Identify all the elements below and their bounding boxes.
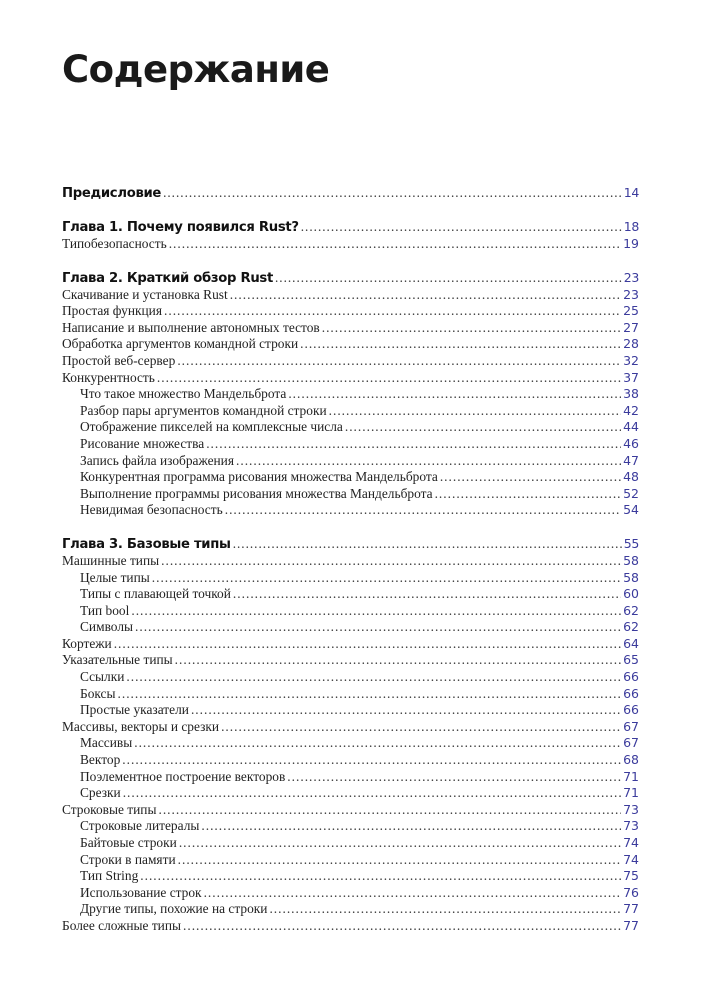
toc-entry-label: Массивы, векторы и срезки <box>62 718 220 734</box>
toc-entry[interactable] <box>62 735 639 752</box>
dot-leader <box>169 236 621 253</box>
dot-leader <box>269 901 621 918</box>
toc-chapter-entry[interactable] <box>62 269 639 287</box>
toc-page-number: 38 <box>623 386 639 402</box>
toc-entry-label: Строковые литералы <box>80 818 200 834</box>
dot-leader <box>152 570 621 587</box>
dot-leader <box>191 702 621 719</box>
toc-entry-label: Поэлементное построение векторов <box>80 768 286 784</box>
toc-page-number: 75 <box>623 868 639 884</box>
toc-entry-label: Ссылки <box>80 669 125 685</box>
toc-entry[interactable] <box>62 320 639 337</box>
toc-page-number: 62 <box>623 602 639 618</box>
toc-entry-label: Написание и выполнение автономных тестов <box>62 319 320 335</box>
toc-page-number: 67 <box>623 735 639 751</box>
toc-page-number: 44 <box>623 419 639 435</box>
toc-page-number: 47 <box>623 452 639 468</box>
toc-page-number: 74 <box>623 851 639 867</box>
dot-leader <box>122 752 621 769</box>
dot-leader <box>233 586 621 603</box>
toc-entry[interactable] <box>62 370 639 387</box>
dot-leader <box>140 868 621 885</box>
dot-leader <box>126 669 621 686</box>
dot-leader <box>118 686 622 703</box>
toc-page-number: 54 <box>623 502 639 518</box>
toc-entry-label: Глава 3. Базовые типы <box>62 536 231 552</box>
dot-leader <box>345 419 621 436</box>
toc-entry-label: Боксы <box>80 685 116 701</box>
toc-entry-label: Что такое множество Мандельброта <box>80 386 287 402</box>
toc-page-number: 68 <box>623 752 639 768</box>
toc-entry-label: Указательные типы <box>62 652 173 668</box>
toc-entry[interactable] <box>62 802 639 819</box>
dot-leader <box>322 320 621 337</box>
toc-page-number: 27 <box>623 319 639 335</box>
toc-page-number: 66 <box>623 685 639 701</box>
toc-entry[interactable] <box>62 303 639 320</box>
toc-page-number: 77 <box>623 917 639 933</box>
toc-entry-label: Обработка аргументов командной строки <box>62 336 299 352</box>
toc-page-number: 32 <box>623 352 639 368</box>
toc-entry[interactable] <box>62 436 639 453</box>
toc-entry[interactable] <box>62 818 639 835</box>
toc-entry-label: Глава 1. Почему появился Rust? <box>62 220 299 235</box>
toc-entry-label: Простой веб-сервер <box>62 352 176 368</box>
toc-page-number: 65 <box>623 652 639 668</box>
dot-leader <box>157 370 621 387</box>
toc-page-number: 28 <box>623 336 639 352</box>
dot-leader <box>329 403 621 420</box>
toc-entry[interactable] <box>62 353 639 370</box>
toc-entry[interactable] <box>62 785 639 802</box>
toc-page-number: 46 <box>623 435 639 451</box>
toc-chapter-entry[interactable] <box>62 535 639 553</box>
dot-leader <box>230 287 621 304</box>
dot-leader <box>123 785 621 802</box>
toc-entry[interactable] <box>62 502 639 519</box>
toc-entry-label: Конкурентность <box>62 369 155 385</box>
toc-entry[interactable] <box>62 835 639 852</box>
toc-entry-label: Выполнение программы рисования множества Мандельброта <box>80 485 433 501</box>
dot-leader <box>233 535 622 553</box>
toc-entry-label: Символы <box>80 619 134 635</box>
toc-entry[interactable] <box>62 570 639 587</box>
toc-entry[interactable] <box>62 469 639 486</box>
toc-page-number: 73 <box>623 801 639 817</box>
dot-leader <box>275 269 622 287</box>
toc-entry-label: Простая функция <box>62 303 163 319</box>
toc-entry-label: Целые типы <box>80 569 150 585</box>
dot-leader <box>301 218 622 236</box>
toc-entry-label: Тип bool <box>80 602 130 618</box>
dot-leader <box>201 818 621 835</box>
toc-entry-label: Вектор <box>80 752 121 768</box>
toc-entry-label: Конкурентная программа рисования множества Мандельброта <box>80 469 438 485</box>
dot-leader <box>206 436 621 453</box>
toc-entry-label: Простые указатели <box>80 702 189 718</box>
dot-leader <box>175 652 621 669</box>
toc-page-number: 76 <box>623 884 639 900</box>
toc-page-number: 66 <box>623 669 639 685</box>
toc-chapter-entry[interactable] <box>62 218 639 236</box>
toc-entry[interactable] <box>62 403 639 420</box>
toc-entry[interactable] <box>62 702 639 719</box>
toc-page-number: 19 <box>623 236 639 251</box>
dot-leader <box>204 885 622 902</box>
dot-leader <box>440 469 621 486</box>
dot-leader <box>435 486 622 503</box>
toc-entry-label: Байтовые строки <box>80 835 177 850</box>
toc-page-number: 67 <box>623 718 639 734</box>
toc-entry-label: Строки в памяти <box>80 851 176 867</box>
toc-entry-label: Тип String <box>80 868 139 884</box>
toc-page-number: 60 <box>623 586 639 602</box>
toc-entry[interactable] <box>62 769 639 786</box>
toc-page-number: 23 <box>623 269 639 285</box>
dot-leader <box>158 802 621 819</box>
toc-entry[interactable] <box>62 918 639 935</box>
toc-entry[interactable] <box>62 852 639 869</box>
page-title: Содержание <box>62 48 330 91</box>
toc-page-number: 71 <box>623 785 639 801</box>
toc-entry-label: Рисование множества <box>80 435 205 451</box>
toc-entry[interactable] <box>62 752 639 769</box>
toc-entry-label: Машинные типы <box>62 552 160 568</box>
toc-entry-label: Предисловие <box>62 186 162 201</box>
toc-entry[interactable] <box>62 719 639 736</box>
toc-entry[interactable] <box>62 386 639 403</box>
toc-entry[interactable] <box>62 619 639 636</box>
toc-chapter-entry[interactable] <box>62 184 639 202</box>
toc-entry-label: Глава 2. Краткий обзор Rust <box>62 270 273 286</box>
toc-entry[interactable] <box>62 901 639 918</box>
toc-entry[interactable] <box>62 553 639 570</box>
toc-entry-label: Кортежи <box>62 635 112 651</box>
dot-leader <box>178 852 621 869</box>
dot-leader <box>236 453 621 470</box>
toc-entry-label: Типы с плавающей точкой <box>80 586 231 602</box>
dot-leader <box>179 835 621 852</box>
toc-page-number: 55 <box>623 535 639 551</box>
toc-page-number: 71 <box>623 768 639 784</box>
toc-entry-label: Строковые типы <box>62 801 157 817</box>
toc-entry-label: Невидимая безопасность <box>80 502 223 518</box>
toc-entry-label: Срезки <box>80 785 121 801</box>
dot-leader <box>183 918 621 935</box>
toc-entry[interactable] <box>62 652 639 669</box>
dot-leader <box>114 636 621 653</box>
dot-leader <box>287 769 621 786</box>
dot-leader <box>131 603 621 620</box>
toc-page-number: 74 <box>623 835 639 850</box>
toc-entry[interactable] <box>62 486 639 503</box>
toc-entry[interactable] <box>62 603 639 620</box>
toc-entry-label: Массивы <box>80 735 133 751</box>
toc-entry-label: Использование строк <box>80 884 202 900</box>
toc-entry[interactable] <box>62 236 639 253</box>
toc-page-number: 48 <box>623 469 639 485</box>
toc-entry-label: Отображение пикселей на комплексные числа <box>80 419 343 435</box>
toc-page-number: 58 <box>623 552 639 568</box>
toc-entry-label: Разбор пары аргументов командной строки <box>80 402 327 418</box>
toc-page-number: 37 <box>623 369 639 385</box>
toc-entry-label: Типобезопасность <box>62 236 167 251</box>
toc-page-number: 73 <box>623 818 639 834</box>
table-of-contents <box>62 184 639 935</box>
dot-leader <box>134 735 621 752</box>
toc-page-number: 25 <box>623 303 639 319</box>
dot-leader <box>163 184 622 202</box>
dot-leader <box>225 502 621 519</box>
toc-entry[interactable] <box>62 669 639 686</box>
toc-page-number: 18 <box>623 219 639 234</box>
dot-leader <box>300 336 621 353</box>
toc-page-number: 77 <box>623 901 639 917</box>
toc-page-number: 62 <box>623 619 639 635</box>
dot-leader <box>288 386 621 403</box>
toc-entry-label: Скачивание и установка Rust <box>62 286 228 302</box>
toc-entry-label: Другие типы, похожие на строки <box>80 901 268 917</box>
dot-leader <box>177 353 621 370</box>
dot-leader <box>221 719 621 736</box>
dot-leader <box>161 553 621 570</box>
toc-entry[interactable] <box>62 287 639 304</box>
toc-entry[interactable] <box>62 885 639 902</box>
dot-leader <box>164 303 621 320</box>
toc-entry[interactable] <box>62 453 639 470</box>
toc-entry[interactable] <box>62 586 639 603</box>
toc-entry[interactable] <box>62 419 639 436</box>
toc-entry[interactable] <box>62 336 639 353</box>
toc-entry[interactable] <box>62 636 639 653</box>
toc-page-number: 23 <box>623 286 639 302</box>
toc-page-number: 64 <box>623 635 639 651</box>
toc-page-number: 66 <box>623 702 639 718</box>
toc-entry-label: Более сложные типы <box>62 917 181 933</box>
toc-entry-label: Запись файла изображения <box>80 452 234 468</box>
toc-entry[interactable] <box>62 868 639 885</box>
toc-page-number: 14 <box>623 185 639 200</box>
dot-leader <box>135 619 621 636</box>
toc-page-number: 42 <box>623 402 639 418</box>
toc-page-number: 52 <box>623 485 639 501</box>
toc-page-number: 58 <box>623 569 639 585</box>
toc-entry[interactable] <box>62 686 639 703</box>
